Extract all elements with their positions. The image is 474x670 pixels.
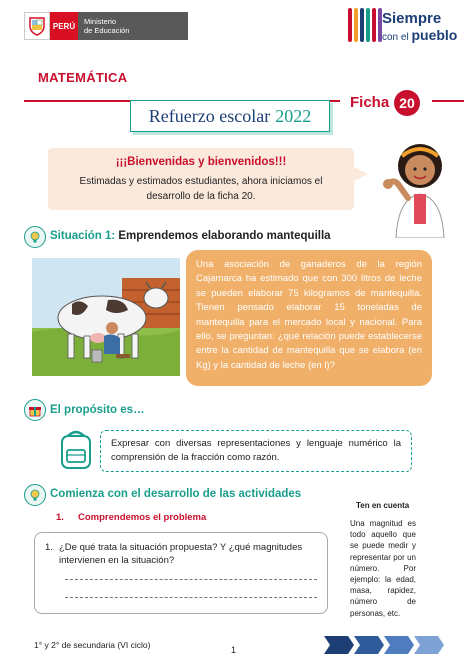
backpack-icon — [58, 428, 94, 470]
ministry-line2: de Educación — [84, 26, 130, 35]
ministry-label — [78, 12, 188, 40]
purpose-heading: El propósito es… — [50, 404, 145, 416]
situation-text-box: Una asociación de ganaderos de la región Cajamarca ha estimado que con 300 litros de leche se pueden elaborar 75 kilogramos de mantequilla. Tienen pensado elaborar 15 toneladas de mantequilla para el mercado local y nacional. Para ello, se preguntan: ¿qué relación puede establecerse entre la cantidad de mantequilla que se elabora (en Kg) y la cantidad de leche (en l)? — [186, 250, 432, 386]
ficha-number-badge: 20 — [394, 90, 420, 116]
purpose-text: Expresar con diversas representaciones y lenguaje numérico la comprensión de la fracción como razón. — [100, 430, 412, 472]
situation-title: Emprendemos elaborando mantequilla — [118, 230, 331, 242]
answer-line-1[interactable] — [65, 579, 317, 580]
page-number: 1 — [231, 645, 237, 655]
minedu-logo — [24, 12, 188, 40]
lightbulb-icon-2 — [24, 484, 46, 506]
peru-label: PERÚ — [50, 12, 78, 40]
siempre-logo — [348, 6, 458, 46]
question-box — [34, 532, 328, 614]
question-number: 1. — [45, 542, 53, 553]
gift-box-icon — [24, 399, 46, 421]
welcome-text — [60, 174, 342, 204]
activities-heading: Comienza con el desarrollo de las actividades — [50, 488, 302, 500]
welcome-bubble — [48, 148, 354, 210]
situation-label: Situación 1: — [50, 230, 116, 242]
ten-en-cuenta-title: Ten en cuenta — [356, 501, 410, 510]
refuerzo-banner — [130, 100, 330, 132]
step-heading — [56, 512, 206, 523]
welcome-line2: desarrollo de la ficha 20. — [146, 191, 256, 202]
next-arrows-icon — [324, 636, 444, 654]
welcome-title: ¡¡¡Bienvenidas y bienvenidos!!! — [115, 156, 287, 168]
girl-illustration — [378, 138, 462, 238]
situation-heading — [50, 230, 331, 242]
lightbulb-icon — [24, 226, 46, 248]
banner-year: 2022 — [275, 105, 312, 126]
cow-illustration — [32, 258, 180, 376]
slogan-pueblo: pueblo — [411, 27, 458, 43]
step-title: Comprendemos el problema — [78, 512, 207, 523]
question-line2: intervienen en la situación? — [59, 555, 175, 566]
question-text — [45, 541, 317, 567]
siempre-bars-icon — [348, 8, 382, 42]
slogan-bottom — [382, 27, 457, 43]
step-number: 1. — [56, 512, 64, 523]
ten-en-cuenta-text: Una magnitud es todo aquello que se puede medir y representar por un número. Por ejemplo: la edad, masa, rapidez, número de personas, etc. — [350, 519, 416, 618]
answer-line-2[interactable] — [65, 597, 317, 598]
footer-grade: 1° y 2° de secundaria (VI ciclo) — [34, 640, 151, 650]
slogan-top: Siempre — [382, 10, 442, 27]
ficha-label: Ficha — [350, 94, 390, 111]
welcome-line1: Estimadas y estimados estudiantes, ahora iniciamos el — [79, 176, 323, 187]
banner-text: Refuerzo escolar — [148, 105, 271, 126]
subject-title: MATEMÁTICA — [38, 70, 128, 85]
question-line1: ¿De qué trata la situación propuesta? Y ¿qué magnitudes — [59, 542, 303, 553]
ministry-line1: Ministerio — [84, 17, 117, 26]
bubble-tail — [352, 166, 368, 182]
slogan-con: con el — [382, 32, 409, 43]
peru-shield-icon — [24, 12, 50, 40]
